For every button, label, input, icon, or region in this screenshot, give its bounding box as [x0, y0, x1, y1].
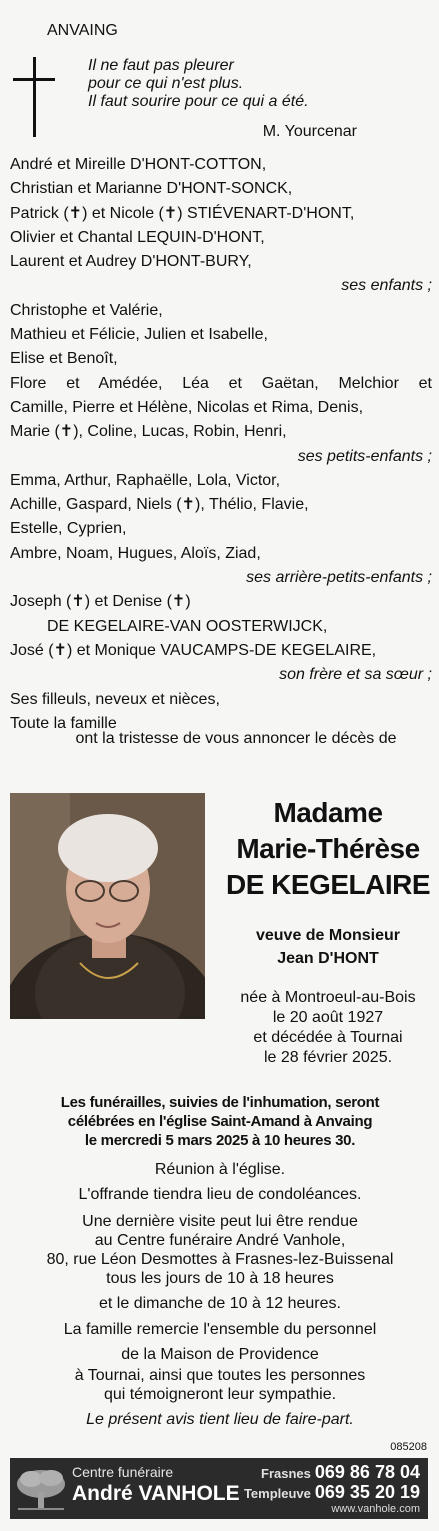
quote	[88, 57, 309, 111]
cross-icon	[33, 57, 36, 137]
info-line: qui témoigneront leur sympathie.	[103, 1386, 337, 1403]
tree-icon	[14, 1462, 68, 1514]
closing-line: Le présent avis tient lieu de faire-part.	[86, 1411, 354, 1428]
role-grandchildren: ses petits-enfants ;	[297, 447, 432, 465]
reference-number: 085208	[390, 1441, 427, 1453]
info-line: tous les jours de 10 à 18 heures	[106, 1270, 334, 1287]
funeral-info	[10, 1158, 430, 1434]
cross-icon-bar	[13, 78, 55, 81]
role-children: ses enfants ;	[341, 277, 432, 295]
family-line: Olivier et Chantal LEQUIN-D'HONT,	[10, 228, 265, 246]
family-line: Mathieu et Félicie, Julien et Isabelle,	[10, 326, 268, 344]
info-line: Réunion à l'église.	[154, 1161, 286, 1178]
widow-line: Jean D'HONT	[277, 950, 379, 967]
family-line: Camille, Pierre et Hélène, Nicolas et Rima, Denis,	[10, 398, 364, 416]
phone-templeuve	[244, 1482, 420, 1503]
info-line: Une dernière visite peut lui être rendue	[82, 1213, 358, 1230]
family-line: Christian et Marianne D'HONT-SONCK,	[10, 180, 293, 198]
deceased-title: Madame	[273, 797, 383, 828]
funeral-home-banner	[10, 1458, 428, 1519]
birth-line: le 28 février 2025.	[263, 1049, 393, 1066]
town-heading: ANVAING	[47, 22, 118, 39]
funeral-line: le mercredi 5 mars 2025 à 10 heures 30.	[84, 1132, 356, 1149]
portrait-photo	[10, 793, 205, 1019]
deceased-first-name: Marie-Thérèse	[236, 833, 420, 864]
birth-line: le 20 août 1927	[272, 1009, 384, 1026]
funeral-line: Les funérailles, suivies de l'inhumation, seront	[60, 1094, 380, 1111]
quote-line: pour ce qui n'est plus.	[88, 75, 244, 92]
family-line: DE KEGELAIRE-VAN OOSTERWIJCK,	[47, 617, 328, 635]
family-line: Flore et Amédée, Léa et Gaëtan, Melchior et	[10, 374, 432, 392]
family-line: Ses filleuls, neveux et nièces,	[10, 690, 220, 708]
birth-line: et décédée à Tournai	[253, 1029, 403, 1046]
family-line: Laurent et Audrey D'HONT-BURY,	[10, 253, 252, 271]
phone-number: 069 35 20 19	[314, 1482, 420, 1502]
family-line: José (✝) et Monique VAUCAMPS-DE KEGELAIRE,	[10, 641, 377, 659]
portrait-illustration	[10, 793, 205, 1019]
birth-death-info	[218, 988, 438, 1068]
phone-frasnes	[261, 1462, 420, 1483]
funeral-line: célébrées en l'église Saint-Amand à Anvaing	[67, 1113, 373, 1130]
quote-line: Il ne faut pas pleurer	[88, 57, 234, 74]
phone-number: 069 86 78 04	[314, 1462, 420, 1482]
info-line: à Tournai, ainsi que toutes les personnes	[74, 1367, 366, 1384]
family-line: Marie (✝), Coline, Lucas, Robin, Henri,	[10, 423, 287, 441]
family-line: Patrick (✝) et Nicole (✝) STIÉVENART-D'HONT,	[10, 204, 355, 222]
funeral-details	[10, 1093, 430, 1150]
family-line: Toute la famille	[10, 714, 117, 732]
role-siblings: son frère et sa sœur ;	[279, 666, 432, 684]
phone-label: Templeuve	[243, 1486, 311, 1501]
banner-line1: Centre funéraire	[72, 1464, 174, 1480]
phone-label: Frasnes	[261, 1466, 311, 1481]
widow-of	[218, 924, 438, 970]
website-link[interactable]: www.vanhole.com	[331, 1503, 420, 1515]
family-line: Ambre, Noam, Hugues, Aloïs, Ziad,	[10, 544, 261, 562]
announcement: ont la tristesse de vous annoncer le décès de	[75, 730, 397, 747]
info-line: et le dimanche de 10 à 12 heures.	[99, 1295, 341, 1312]
birth-line: née à Montroeul-au-Bois	[240, 989, 416, 1006]
quote-line: Il faut sourire pour ce qui a été.	[88, 93, 309, 110]
info-line: L'offrande tiendra lieu de condoléances.	[78, 1186, 362, 1203]
family-line: Emma, Arthur, Raphaëlle, Lola, Victor,	[10, 471, 281, 489]
role-great-grandchildren: ses arrière-petits-enfants ;	[246, 569, 432, 587]
banner-line2: André VANHOLE	[72, 1482, 240, 1505]
widow-line: veuve de Monsieur	[255, 927, 401, 944]
info-line: au Centre funéraire André Vanhole,	[94, 1232, 346, 1249]
quote-author: M. Yourcenar	[262, 123, 357, 140]
deceased-last-name: DE KEGELAIRE	[225, 869, 431, 900]
family-line: Christophe et Valérie,	[10, 301, 163, 319]
family-line: Estelle, Cyprien,	[10, 520, 127, 538]
info-line: de la Maison de Providence	[121, 1346, 319, 1363]
family-line: André et Mireille D'HONT-COTTON,	[10, 156, 267, 173]
family-line: Achille, Gaspard, Niels (✝), Thélio, Flavie,	[10, 496, 309, 514]
family-line: Joseph (✝) et Denise (✝)	[10, 593, 191, 611]
family-line: Elise et Benoît,	[10, 350, 118, 368]
info-line: 80, rue Léon Desmottes à Frasnes-lez-Buissenal	[46, 1251, 394, 1268]
info-line: La famille remercie l'ensemble du personnel	[63, 1321, 377, 1338]
deceased-name	[218, 795, 438, 903]
family-list	[10, 153, 432, 736]
